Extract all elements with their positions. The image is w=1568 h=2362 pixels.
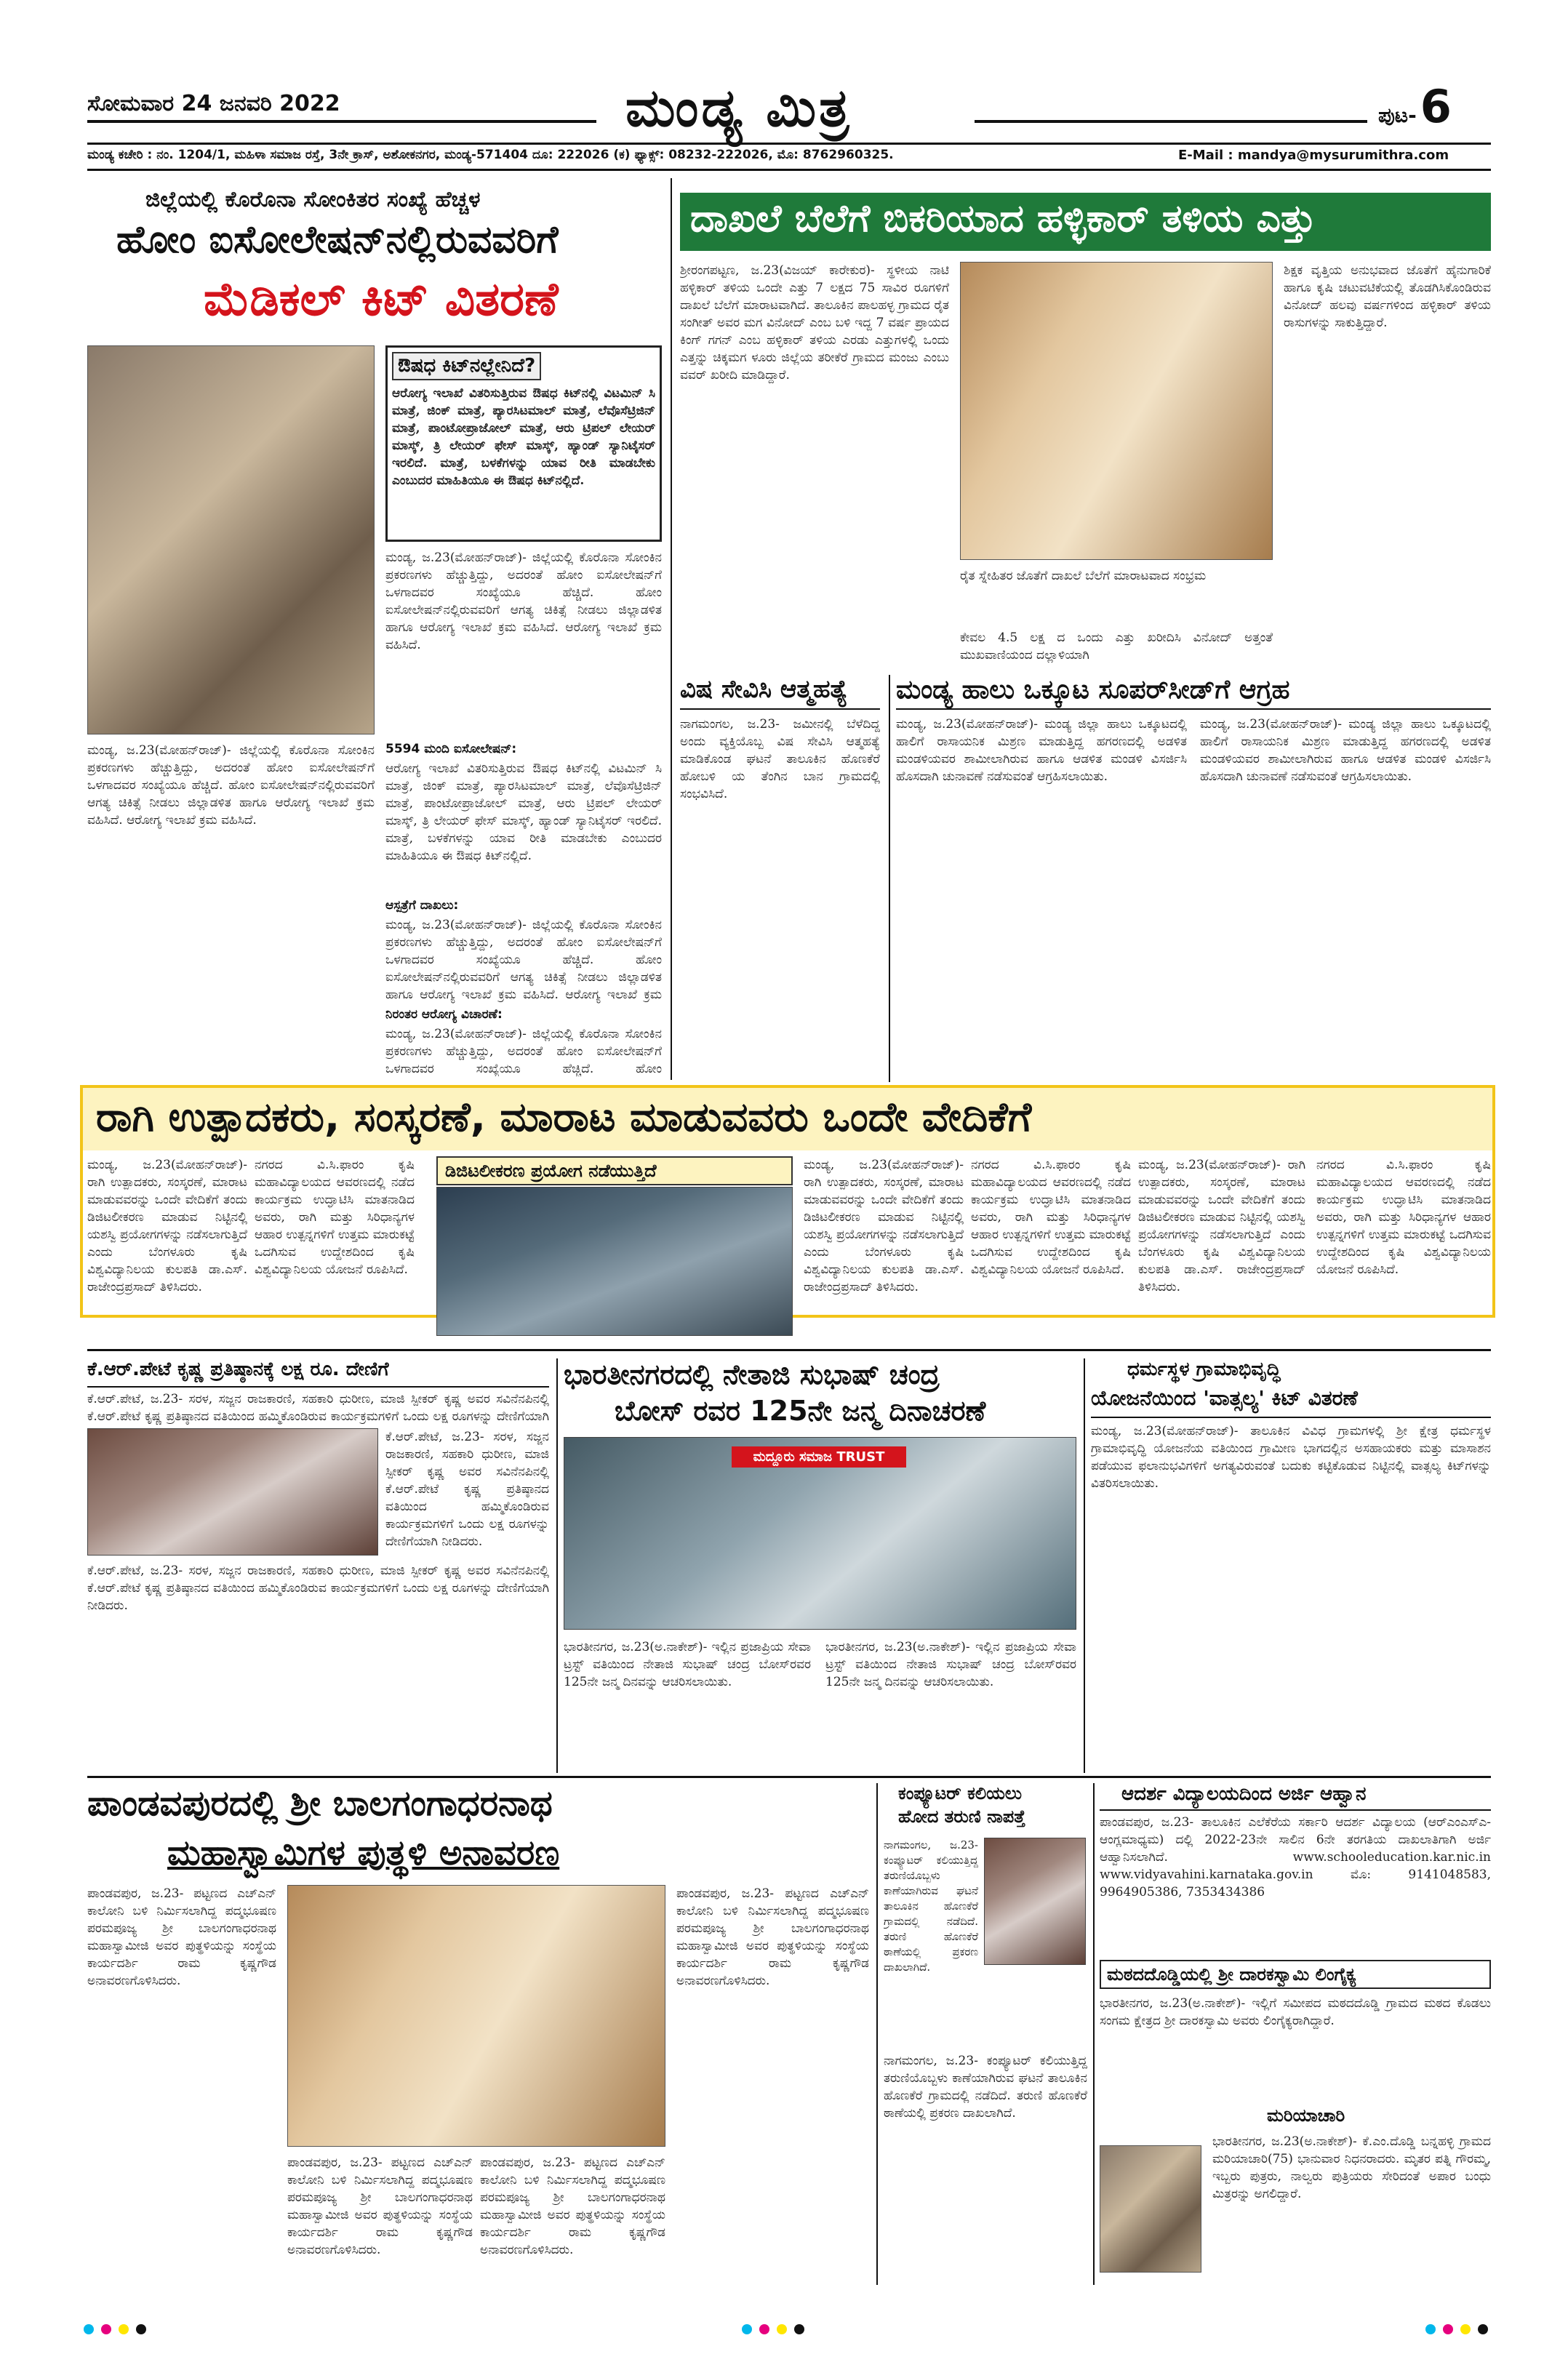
story-kicker: ಧರ್ಮಸ್ಥಳ ಗ್ರಾಮಾಭಿವೃದ್ಧಿ bbox=[1127, 1358, 1281, 1380]
story-body-col2: ಭಾರತೀನಗರ, ಜ.23(ಅ.ನಾಕೇಶ್)- ಇಲ್ಲಿನ ಪ್ರಜಾಪ್ರಿಯ ಸೇವಾ ಟ್ರಸ್ಟ್ ವತಿಯಿಂದ ನೇತಾಜಿ ಸುಭಾಷ್ ಚಂದ್ರ ಬೋಸ್‌ರವರ 125ನೇ ಜನ್ಮ ದಿನವನ್ನು ಆಚರಿಸಲಾಯಿತು. bbox=[825, 1640, 1076, 1689]
story-body: ಮಂಡ್ಯ, ಜ.23(ಮೋಹನ್‌ರಾಜ್)- ತಾಲೂಕಿನ ವಿವಿಧ ಗ್ರಾಮಗಳಲ್ಲಿ ಶ್ರೀ ಕ್ಷೇತ್ರ ಧರ್ಮಸ್ಥಳ ಗ್ರಾಮಾಭಿವೃದ್ಧಿ ಯೋಜನೆಯ ವತಿಯಿಂದ ಗ್ರಾಮೀಣ ಭಾಗದಲ್ಲಿನ ಅಸಹಾಯಕರು ಮತ್ತು ಮಾಸಾಶನ ಪಡೆಯುವ ಫಲಾನುಭವಿಗಳಿಗೆ ಅಗತ್ಯವಿರುವಂತೆ ಬದುಕು ಕಟ್ಟಿಕೊಡುವ ನಿಟ್ಟಿನಲ್ಲಿ ವಾತ್ಸಲ್ಯ ಕಿಟ್‌ಗಳನ್ನು ವಿತರಿಸಲಾಯಿತು. bbox=[1091, 1424, 1491, 1491]
magenta-dot bbox=[759, 2324, 769, 2334]
story-computer bbox=[884, 1783, 1087, 2285]
story-krpete bbox=[87, 1358, 549, 1773]
story-headline: ಮಂಡ್ಯ ಹಾಲು ಒಕ್ಕೂಟ ಸೂಪರ್‌ಸೀಡ್‌ಗೆ ಆಗ್ರಹ bbox=[896, 675, 1290, 705]
obituary bbox=[1100, 2105, 1491, 2285]
story-headline: ಮಠದದೊಡ್ಡಿಯಲ್ಲಿ ಶ್ರೀ ದಾರಕಸ್ವಾಮಿ ಲಿಂಗೈಕ್ಯ bbox=[1100, 1960, 1491, 1989]
story-headline: ಕಂಪ್ಯೂಟರ್ ಕಲಿಯಲು bbox=[898, 1783, 1023, 1803]
story-body-col1: ಮಂಡ್ಯ, ಜ.23(ಮೋಹನ್‌ರಾಜ್)- ಜಿಲ್ಲೆಯಲ್ಲಿ ಕೊರೊನಾ ಸೋಂಕಿನ ಪ್ರಕರಣಗಳು ಹೆಚ್ಚುತ್ತಿದ್ದು, ಅದರಂತೆ ಹೋಂ ಐಸೋಲೇಷನ್‌ಗೆ ಒಳಗಾದವರ ಸಂಖ್ಯೆಯೂ ಹೆಚ್ಚಿದೆ. ಹೋಂ ಐಸೋಲೇಷನ್‌ನಲ್ಲಿರುವವರಿಗೆ ಆಗತ್ಯ ಚಿಕಿತ್ಸೆ ನೀಡಲು ಜಿಲ್ಲಾಡಳಿತ ಹಾಗೂ ಆರೋಗ್ಯ ಇಲಾಖೆ ಕ್ರಮ ವಹಿಸಿದೆ. ಆರೋಗ್ಯ ಇಲಾಖೆ ಕ್ರಮ ವಹಿಸಿದೆ. bbox=[87, 743, 375, 828]
ragi-event-photo bbox=[436, 1187, 793, 1336]
cyan-dot bbox=[1425, 2324, 1436, 2334]
krpete-photo bbox=[87, 1428, 378, 1556]
story-body-b: ರೈತ ಸ್ನೇಹಿತರ ಜೊತೆಗೆ ದಾಖಲೆ ಬೆಲೆಗೆ ಮಾರಾಟವಾದ ಸಂಭ್ರಮ bbox=[960, 569, 1207, 583]
yellow-dot bbox=[119, 2324, 129, 2334]
medical-kit-photo bbox=[87, 345, 375, 734]
story-body-lower: ಕೆ.ಆರ್.ಪೇಟೆ, ಜ.23- ಸರಳ, ಸಜ್ಜನ ರಾಜಕಾರಣಿ, ಸಹಕಾರಿ ಧುರೀಣ, ಮಾಜಿ ಸ್ಪೀಕರ್ ಕೃಷ್ಣ ಅವರ ಸವಿನೆನಪಿನಲ್ಲಿ ಕೆ.ಆರ್.ಪೇಟೆ ಕೃಷ್ಣ ಪ್ರತಿಷ್ಠಾನದ ವತಿಯಿಂದ ಹಮ್ಮಿಕೊಂಡಿರುವ ಕಾರ್ಯಕ್ರಮಗಳಿಗೆ ಒಂದು ಲಕ್ಷ ರೂಗಳನ್ನು ದೇಣಿಗೆಯಾಗಿ ನೀಡಿದರು. bbox=[87, 1564, 549, 1613]
story-body-col4: ಮಂಡ್ಯ, ಜ.23(ಮೋಹನ್‌ರಾಜ್)- ಜಿಲ್ಲೆಯಲ್ಲಿ ಕೊರೊನಾ ಸೋಂಕಿನ ಪ್ರಕರಣಗಳು ಹೆಚ್ಚುತ್ತಿದ್ದು, ಅದರಂತೆ ಹೋಂ ಐಸೋಲೇಷನ್‌ಗೆ ಒಳಗಾದವರ ಸಂಖ್ಯೆಯೂ ಹೆಚ್ಚಿದೆ. ಹೋಂ bbox=[385, 1027, 662, 1076]
story-body-right: ಶಿಕ್ಷಕ ವೃತ್ತಿಯ ಅನುಭವಾದ ಜೊತೆಗೆ ಹೈನುಗಾರಿಕೆ ಹಾಗೂ ಕೃಷಿ ಚಟುವಟಿಕೆಯಲ್ಲಿ ತೊಡಗಿಸಿಕೊಂಡಿರುವ ವಿನೋದ್ ಹಲವು ವರ್ಷಗಳಿಂದ ಹಳ್ಳಿಕಾರ್ ತಳಿಯ ರಾಸುಗಳನ್ನು ಸಾಕುತ್ತಿದ್ದಾರೆ. bbox=[1284, 263, 1491, 330]
story-body: ಭಾರತೀನಗರ, ಜ.23(ಅ.ನಾಕೇಶ್)- ಇಲ್ಲಿಗೆ ಸಮೀಪದ ಮಠದದೊಡ್ಡಿ ಗ್ರಾಮದ ಮಠದ ಕೊಡಲು ಸಂಗಮ ಕ್ಷೇತ್ರದ ಶ್ರೀ ದಾರಕಸ್ವಾಮಿ ಅವರು ಲಿಂಗೈಕ್ಯರಾಗಿದ್ದಾರೆ. bbox=[1100, 1996, 1491, 2028]
story-darakaswami bbox=[1100, 1960, 1491, 2102]
cyan-dot bbox=[742, 2324, 752, 2334]
story-body: ಶ್ರೀರಂಗಪಟ್ಟಣ, ಜ.23(ವಿಜಯ್ ಕಾರೇಕುರ)- ಸ್ಥಳೀಯ ನಾಟಿ ಹಳ್ಳಿಕಾರ್ ತಳಿಯ ಒಂದೇ ಎತ್ತು 7 ಲಕ್ಷದ 75 ಸಾವಿರ ರೂಗಳಿಗೆ ದಾಖಲೆ ಬೆಲೆಗೆ ಮಾರಾಟವಾಗಿದೆ. ತಾಲೂಕಿನ ಪಾಲಹಳ್ಳ ಗ್ರಾಮದ ರೈತ ಸಂಗೀತ್ ಅವರ ಮಗ ವಿನೋದ್ ಎಂಬ ಬಳಿ ಇದ್ದ 7 ವರ್ಷ ಪ್ರಾಯದ ಕಿಂಗ್ ಗಗನ್ ಎಂಬ ಹಳ್ಳಿಕಾರ್ ತಳಿಯ ಎರಡು ಎತ್ತುಗಳಲ್ಲಿ ಒಂದು ಎತ್ತನ್ನು ಚಿಕ್ಕಮಗ ಳೂರು ಜಿಲ್ಲೆಯ ತರೀಕೆರೆ ಗ್ರಾಮದ ಮಂಜು ಎಂಬು ವವರ್ ಖರೀದಿ ಮಾಡಿದ್ದಾರೆ. bbox=[680, 263, 949, 383]
kit-box-text: ಆರೋಗ್ಯ ಇಲಾಖೆ ವಿತರಿಸುತ್ತಿರುವ ಔಷಧ ಕಿಟ್‌ನಲ್ಲಿ ವಿಟಮಿನ್ ಸಿ ಮಾತ್ರೆ, ಜಿಂಕ್ ಮಾತ್ರೆ, ಪ್ಯಾರಸಿಟಮಾಲ್ ಮಾತ್ರೆ, ಲೆವೊಸೆಟ್ರಿಜಿನ್ ಮಾತ್ರೆ, ಪಾಂಟೋಪ್ರಾಜೋಲ್ ಮಾತ್ರೆ, ಆರು ಟ್ರಿಪಲ್ ಲೇಯರ್ ಮಾಸ್ಕ್, ತ್ರಿ ಲೇಯರ್ ಫೇಸ್ ಮಾಸ್ಕ್, ಹ್ಯಾಂಡ್ ಸ್ಯಾನಿಟೈಸರ್ ಇರಲಿದೆ. ಮಾತ್ರೆ, ಬಳಕೆಗಳನ್ನು ಯಾವ ರೀತಿ ಮಾಡಬೇಕು ಎಂಬುದರ ಮಾಹಿತಿಯೂ ಈ ಔಷಧ ಕಿಟ್‌ನಲ್ಲಿದೆ. bbox=[392, 386, 655, 488]
yellow-dot bbox=[777, 2324, 787, 2334]
page-number: 6 bbox=[1420, 80, 1452, 133]
story-headline-green: ದಾಖಲೆ ಬೆಲೆಗೆ ಬಿಕರಿಯಾದ ಹಳ್ಳಿಕಾರ್ ತಳಿಯ ಎತ್ತು bbox=[680, 193, 1491, 251]
statue-photo bbox=[287, 1885, 665, 2147]
story-subhead: ಡಿಜಿಟಲೀಕರಣ ಪ್ರಯೋಗ ನಡೆಯುತ್ತಿದೆ bbox=[436, 1156, 793, 1185]
obituary-body: ಭಾರತೀನಗರ, ಜ.23(ಅ.ನಾಕೇಶ್)- ಕೆ.ಎಂ.ದೊಡ್ಡಿ ಬನ್ನಹಳ್ಳಿ ಗ್ರಾಮದ ಮರಿಯಾಚಾರಿ(75) ಭಾನುವಾರ ನಿಧನರಾದರು. ಮೃತರ ಪತ್ನಿ ಗೌರಮ್ಮ, ಇಬ್ಬರು ಪುತ್ರರು, ನಾಲ್ವರು ಪುತ್ರಿಯರು ಸೇರಿದಂತೆ ಅಪಾರ ಬಂಧು ಮಿತ್ರರನ್ನು ಅಗಲಿದ್ದಾರೆ. bbox=[1212, 2134, 1491, 2201]
masthead-email: E-Mail : mandya@mysurumithra.com bbox=[1178, 148, 1449, 163]
story-body-col1: ಮಂಡ್ಯ, ಜ.23(ಮೋಹನ್‌ರಾಜ್)- ಮಂಡ್ಯ ಜಿಲ್ಲಾ ಹಾಲು ಒಕ್ಕೂಟದಲ್ಲಿ ಹಾಲಿಗೆ ರಾಸಾಯನಿಕ ಮಿಶ್ರಣ ಮಾಡುತ್ತಿದ್ದ ಹಗರಣದಲ್ಲಿ ಅಡಳಿತ ಮಂಡಳಿಯವರ ಶಾಮೀಲಾಗಿರುವ ಹಾಗೂ ಆಡಳಿತ ಮಂಡಳಿ ವಿಸರ್ಜಿಸಿ ಹೊಸದಾಗಿ ಚುನಾವಣೆ ನಡೆಸುವಂತೆ ಆಗ್ರಹಿಸಲಾಯಿತು. bbox=[896, 717, 1187, 784]
story-body-col2: ನಗರದ ವಿ.ಸಿ.ಫಾರಂ ಕೃಷಿ ಮಹಾವಿದ್ಯಾಲಯದ ಆವರಣದಲ್ಲಿ ನಡೆದ ಕಾರ್ಯಕ್ರಮ ಉದ್ಘಾಟಿಸಿ ಮಾತನಾಡಿದ ಅವರು, ರಾಗಿ ಮತ್ತು ಸಿರಿಧಾನ್ಯಗಳ ಆಹಾರ ಉತ್ಪನ್ನಗಳಿಗೆ ಉತ್ತಮ ಮಾರುಕಟ್ಟೆ ಒದಗಿಸುವ ಉದ್ದೇಶದಿಂದ ಕೃಷಿ ವಿಶ್ವವಿದ್ಯಾನಿಲಯ ಯೋಜನೆ ರೂಪಿಸಿದೆ. bbox=[255, 1158, 415, 1277]
obituary-title: ಮರಿಯಾಚಾರಿ bbox=[1267, 2105, 1345, 2126]
story-body-col3: ಮಂಡ್ಯ, ಜ.23(ಮೋಹನ್‌ರಾಜ್)- ಜಿಲ್ಲೆಯಲ್ಲಿ ಕೊರೊನಾ ಸೋಂಕಿನ ಪ್ರಕರಣಗಳು ಹೆಚ್ಚುತ್ತಿದ್ದು, ಅದರಂತೆ ಹೋಂ ಐಸೋಲೇಷನ್‌ಗೆ ಒಳಗಾದವರ ಸಂಖ್ಯೆಯೂ ಹೆಚ್ಚಿದೆ. ಹೋಂ ಐಸೋಲೇಷನ್‌ನಲ್ಲಿರುವವರಿಗೆ ಆಗತ್ಯ ಚಿಕಿತ್ಸೆ ನೀಡಲು ಜಿಲ್ಲಾಡಳಿತ ಹಾಗೂ ಆರೋಗ್ಯ ಇಲಾಖೆ ಕ್ರಮ ವಹಿಸಿದೆ. ಆರೋಗ್ಯ ಇಲಾಖೆ ಕ್ರಮ bbox=[385, 918, 662, 1002]
story-body-col6: ನಗರದ ವಿ.ಸಿ.ಫಾರಂ ಕೃಷಿ ಮಹಾವಿದ್ಯಾಲಯದ ಆವರಣದಲ್ಲಿ ನಡೆದ ಕಾರ್ಯಕ್ರಮ ಉದ್ಘಾಟಿಸಿ ಮಾತನಾಡಿದ ಅವರು, ರಾಗಿ ಮತ್ತು ಸಿರಿಧಾನ್ಯಗಳ ಆಹಾರ ಉತ್ಪನ್ನಗಳಿಗೆ ಉತ್ತಮ ಮಾರುಕಟ್ಟೆ ಒದಗಿಸುವ ಉದ್ದೇಶದಿಂದ ಕೃಷಿ ವಿಶ್ವವಿದ್ಯಾನಿಲಯ ಯೋಜನೆ ರೂಪಿಸಿದೆ. bbox=[1316, 1158, 1491, 1277]
story-headline-2: ಮಹಾಸ್ವಾಮಿಗಳ ಪುತ್ಥಳಿ ಅನಾವರಣ bbox=[167, 1833, 560, 1873]
subhead-5594: 5594 ಮಂದಿ ಐಸೋಲೇಷನ್: bbox=[385, 742, 517, 756]
story-headline: ಭಾರತೀನಗರದಲ್ಲಿ ನೇತಾಜಿ ಸುಭಾಷ್ ಚಂದ್ರ bbox=[564, 1358, 940, 1390]
story-body-col2: ಮಂಡ್ಯ, ಜ.23(ಮೋಹನ್‌ರಾಜ್)- ಮಂಡ್ಯ ಜಿಲ್ಲಾ ಹಾಲು ಒಕ್ಕೂಟದಲ್ಲಿ ಹಾಲಿಗೆ ರಾಸಾಯನಿಕ ಮಿಶ್ರಣ ಮಾಡುತ್ತಿದ್ದ ಹಗರಣದಲ್ಲಿ ಅಡಳಿತ ಮಂಡಳಿಯವರ ಶಾಮೀಲಾಗಿರುವ ಹಾಗೂ ಆಡಳಿತ ಮಂಡಳಿ ವಿಸರ್ಜಿಸಿ ಹೊಸದಾಗಿ ಚುನಾವಣೆ ನಡೆಸುವಂತೆ ಆಗ್ರಹಿಸಲಾಯಿತು. bbox=[1200, 717, 1491, 784]
trust-banner: ಮದ್ದೂರು ಸಮಾಜ TRUST bbox=[732, 1446, 906, 1468]
cmyk-dots-left bbox=[84, 2323, 153, 2337]
story-body-side: ಕೆ.ಆರ್.ಪೇಟೆ, ಜ.23- ಸರಳ, ಸಜ್ಜನ ರಾಜಕಾರಣಿ, ಸಹಕಾರಿ ಧುರೀಣ, ಮಾಜಿ ಸ್ಪೀಕರ್ ಕೃಷ್ಣ ಅವರ ಸವಿನೆನಪಿನಲ್ಲಿ ಕೆ.ಆರ್.ಪೇಟೆ ಕೃಷ್ಣ ಪ್ರತಿಷ್ಠಾನದ ವತಿಯಿಂದ ಹಮ್ಮಿಕೊಂಡಿರುವ ಕಾರ್ಯಕ್ರಮಗಳಿಗೆ ಒಂದು ಲಕ್ಷ ರೂಗಳನ್ನು ದೇಣಿಗೆಯಾಗಿ ನೀಡಿದರು. bbox=[385, 1430, 549, 1549]
story-hallikar-bull bbox=[680, 193, 1491, 669]
story-body-lower: ನಾಗಮಂಗಲ, ಜ.23- ಕಂಪ್ಯೂಟರ್ ಕಲಿಯುತ್ತಿದ್ದ ತರುಣಿಯೊಬ್ಬಳು ಕಾಣೆಯಾಗಿರುವ ಘಟನೆ ತಾಲೂಕಿನ ಹೊಣಕೆರೆ ಗ್ರಾಮದಲ್ಲಿ ನಡೆದಿದೆ. ತರುಣಿ ಹೊಣಕೆರೆ ಠಾಣೆಯಲ್ಲಿ ಪ್ರಕರಣ ದಾಖಲಾಗಿದೆ. bbox=[884, 2054, 1087, 2121]
story-body: ಕೆ.ಆರ್.ಪೇಟೆ, ಜ.23- ಸರಳ, ಸಜ್ಜನ ರಾಜಕಾರಣಿ, ಸಹಕಾರಿ ಧುರೀಣ, ಮಾಜಿ ಸ್ಪೀಕರ್ ಕೃಷ್ಣ ಅವರ ಸವಿನೆನಪಿನಲ್ಲಿ ಕೆ.ಆರ್.ಪೇಟೆ ಕೃಷ್ಣ ಪ್ರತಿಷ್ಠಾನದ ವತಿಯಿಂದ ಹಮ್ಮಿಕೊಂಡಿರುವ ಕಾರ್ಯಕ್ರಮಗಳಿಗೆ ಒಂದು ಲಕ್ಷ ರೂಗಳನ್ನು ದೇಣಿಗೆಯಾಗಿ bbox=[87, 1392, 549, 1424]
magenta-dot bbox=[1443, 2324, 1453, 2334]
story-body-col1: ಭಾರತೀನಗರ, ಜ.23(ಅ.ನಾಕೇಶ್)- ಇಲ್ಲಿನ ಪ್ರಜಾಪ್ರಿಯ ಸೇವಾ ಟ್ರಸ್ಟ್ ವತಿಯಿಂದ ನೇತಾಜಿ ಸುಭಾಷ್ ಚಂದ್ರ ಬೋಸ್‌ರವರ 125ನೇ ಜನ್ಮ ದಿನವನ್ನು ಆಚರಿಸಲಾಯಿತು. bbox=[564, 1640, 811, 1689]
kit-info-box bbox=[385, 345, 662, 542]
story-dharmasthala bbox=[1091, 1358, 1491, 1773]
story-body-col2: ಆರೋಗ್ಯ ಇಲಾಖೆ ವಿತರಿಸುತ್ತಿರುವ ಔಷಧ ಕಿಟ್‌ನಲ್ಲಿ ವಿಟಮಿನ್ ಸಿ ಮಾತ್ರೆ, ಜಿಂಕ್ ಮಾತ್ರೆ, ಪ್ಯಾರಸಿಟಮಾಲ್ ಮಾತ್ರೆ, ಲೆವೊಸೆಟ್ರಿಜಿನ್ ಮಾತ್ರೆ, ಪಾಂಟೋಪ್ರಾಜೋಲ್ ಮಾತ್ರೆ, ಆರು ಟ್ರಿಪಲ್ ಲೇಯರ್ ಮಾಸ್ಕ್, ತ್ರಿ ಲೇಯರ್ ಫೇಸ್ ಮಾಸ್ಕ್, ಹ್ಯಾಂಡ್ ಸ್ಯಾನಿಟೈಸರ್ ಇರಲಿದೆ. ಮಾತ್ರೆ, ಬಳಕೆಗಳನ್ನು ಯಾವ ರೀತಿ ಮಾಡಬೇಕು ಎಂಬುದರ ಮಾಹಿತಿಯೂ ಈ ಔಷಧ ಕಿಟ್‌ನಲ್ಲಿದೆ. bbox=[385, 761, 662, 863]
story-medical-kit bbox=[87, 178, 662, 1080]
story-body-col1: ಪಾಂಡವಪುರ, ಜ.23- ಪಟ್ಟಣದ ಎಚ್‌ಎನ್ ಕಾಲೋನಿ ಬಳಿ ನಿರ್ಮಿಸಲಾಗಿದ್ದ ಪದ್ಮಭೂಷಣ ಪರಮಪೂಜ್ಯ ಶ್ರೀ ಬಾಲಗಂಗಾಧರನಾಥ ಮಹಾಸ್ವಾಮೀಜಿ ಅವರ ಪುತ್ಥಳಿಯನ್ನು ಸಂಸ್ಥೆಯ ಕಾರ್ಯದರ್ಶಿ ರಾಮ ಕೃಷ್ಣಗೌಡ ಅನಾವರಣಗೊಳಿಸಿದರು. bbox=[87, 1886, 276, 1988]
story-poison bbox=[680, 675, 884, 1082]
obituary-photo bbox=[1100, 2145, 1201, 2273]
story-body-col5: ಮಂಡ್ಯ, ಜ.23(ಮೋಹನ್‌ರಾಜ್)- ರಾಗಿ ಉತ್ಪಾದಕರು, ಸಂಸ್ಕರಣೆ, ಮಾರಾಟ ಮಾಡುವವರನ್ನು ಒಂದೇ ವೇದಿಕೆಗೆ ತಂದು ಡಿಜಿಟಲೀಕರಣ ಮಾಡುವ ನಿಟ್ಟಿನಲ್ಲಿ ಯಶಸ್ವಿ ಪ್ರಯೋಗಗಳನ್ನು ನಡೆಸಲಾಗುತ್ತಿದೆ ಎಂದು ಬೆಂಗಳೂರು ಕೃಷಿ ವಿಶ್ವವಿದ್ಯಾನಿಲಯ ಕುಲಪತಿ ಡಾ.ಎಸ್. ರಾಜೇಂದ್ರಪ್ರಸಾದ್ ತಿಳಿಸಿದರು. bbox=[1138, 1158, 1305, 1294]
story-headline bbox=[87, 1783, 553, 1825]
cyan-dot bbox=[84, 2324, 94, 2334]
story-adarsha bbox=[1100, 1783, 1491, 1956]
black-dot bbox=[1478, 2324, 1488, 2334]
story-body-col1: ಮಂಡ್ಯ, ಜ.23(ಮೋಹನ್‌ರಾಜ್)- ರಾಗಿ ಉತ್ಪಾದಕರು, ಸಂಸ್ಕರಣೆ, ಮಾರಾಟ ಮಾಡುವವರನ್ನು ಒಂದೇ ವೇದಿಕೆಗೆ ತಂದು ಡಿಜಿಟಲೀಕರಣ ಮಾಡುವ ನಿಟ್ಟಿನಲ್ಲಿ ಯಶಸ್ವಿ ಪ್ರಯೋಗಗಳನ್ನು ನಡೆಸಲಾಗುತ್ತಿದೆ ಎಂದು ಬೆಂಗಳೂರು ಕೃಷಿ ವಿಶ್ವವಿದ್ಯಾನಿಲಯ ಕುಲಪತಿ ಡಾ.ಎಸ್. ರಾಜೇಂದ್ರಪ್ರಸಾದ್ ತಿಳಿಸಿದರು. bbox=[87, 1158, 247, 1294]
black-dot bbox=[794, 2324, 804, 2334]
story-body-col4: ನಗರದ ವಿ.ಸಿ.ಫಾರಂ ಕೃಷಿ ಮಹಾವಿದ್ಯಾಲಯದ ಆವರಣದಲ್ಲಿ ನಡೆದ ಕಾರ್ಯಕ್ರಮ ಉದ್ಘಾಟಿಸಿ ಮಾತನಾಡಿದ ಅವರು, ರಾಗಿ ಮತ್ತು ಸಿರಿಧಾನ್ಯಗಳ ಆಹಾರ ಉತ್ಪನ್ನಗಳಿಗೆ ಉತ್ತಮ ಮಾರುಕಟ್ಟೆ ಒದಗಿಸುವ ಉದ್ದೇಶದಿಂದ ಕೃಷಿ ವಿಶ್ವವಿದ್ಯಾನಿಲಯ ಯೋಜನೆ ರೂಪಿಸಿದೆ. bbox=[971, 1158, 1131, 1277]
cmyk-dots-center bbox=[742, 2323, 812, 2337]
headline-part: ಪಾಂಡವಪುರದಲ್ಲಿ ಶ್ರೀ ಬಾಲಗಂಗಾಧರನಾಥ bbox=[87, 1783, 553, 1824]
photo-caption: ಕೇವಲ 4.5 ಲಕ್ಷ ದ ಒಂದು ಎತ್ತು ಖರೀದಿಸಿ ವಿನೋದ್ ಅತ್ತಂತೆ ಮುಖವಾಣಿಯಂದ ದಲ್ಲಾಳಿಯಾಗಿ bbox=[960, 630, 1273, 662]
issue-date: ಸೋಮವಾರ 24 ಜನವರಿ 2022 bbox=[87, 91, 340, 116]
story-headline-2: ಹೋದ ತರುಣಿ ನಾಪತ್ತೆ bbox=[898, 1806, 1025, 1827]
story-headline-2: ಬೋಸ್ ರವರ 125ನೇ ಜನ್ಮ ದಿನಾಚರಣೆ bbox=[615, 1395, 986, 1427]
story-body: ನಾಗಮಂಗಲ, ಜ.23- ಕಂಪ್ಯೂಟರ್ ಕಲಿಯುತ್ತಿದ್ದ ತರುಣಿಯೊಬ್ಬಳು ಕಾಣೆಯಾಗಿರುವ ಘಟನೆ ತಾಲೂಕಿನ ಹೊಣಕೆರೆ ಗ್ರಾಮದಲ್ಲಿ ನಡೆದಿದೆ. ತರುಣಿ ಹೊಣಕೆರೆ ಠಾಣೆಯಲ್ಲಿ ಪ್ರಕರಣ ದಾಖಲಾಗಿದೆ. bbox=[884, 1838, 978, 1974]
magenta-dot bbox=[101, 2324, 111, 2334]
black-dot bbox=[136, 2324, 146, 2334]
story-headline: ಹೋಂ ಐಸೋಲೇಷನ್‌ನಲ್ಲಿರುವವರಿಗೆ bbox=[116, 218, 559, 262]
missing-woman-photo bbox=[984, 1838, 1086, 1965]
subhead-hospital: ಆಸ್ಪತ್ರೆಗೆ ದಾಖಲು: bbox=[385, 898, 459, 913]
story-milk-union bbox=[896, 675, 1491, 1082]
story-body-col2: ಪಾಂಡವಪುರ, ಜ.23- ಪಟ್ಟಣದ ಎಚ್‌ಎನ್ ಕಾಲೋನಿ ಬಳಿ ನಿರ್ಮಿಸಲಾಗಿದ್ದ ಪದ್ಮಭೂಷಣ ಪರಮಪೂಜ್ಯ ಶ್ರೀ ಬಾಲಗಂಗಾಧರನಾಥ ಮಹಾಸ್ವಾಮೀಜಿ ಅವರ ಪುತ್ಥಳಿಯನ್ನು ಸಂಸ್ಥೆಯ ಕಾರ್ಯದರ್ಶಿ ರಾಮ ಕೃಷ್ಣಗೌಡ ಅನಾವರಣಗೊಳಿಸಿದರು. bbox=[287, 2155, 473, 2257]
story-pandavapura bbox=[87, 1783, 869, 2285]
story-kicker: ಜಿಲ್ಲೆಯಲ್ಲಿ ಕೊರೊನಾ ಸೋಂಕಿತರ ಸಂಖ್ಯೆ ಹೆಚ್ಚಳ bbox=[145, 187, 481, 212]
story-headline: ಯೋಜನೆಯಿಂದ 'ವಾತ್ಸಲ್ಯ' ಕಿಟ್ ವಿತರಣೆ bbox=[1091, 1386, 1358, 1410]
story-headline: ಆದರ್ಶ ವಿದ್ಯಾಲಯದಿಂದ ಅರ್ಜಿ ಆಹ್ವಾನ bbox=[1121, 1783, 1367, 1805]
story-headline-red: ಮೆಡಿಕಲ್ ಕಿಟ್ ವಿತರಣೆ bbox=[204, 273, 559, 327]
bull-photo bbox=[960, 262, 1273, 560]
cmyk-dots-right bbox=[1425, 2323, 1495, 2337]
story-ragi-body bbox=[87, 1156, 1491, 1345]
yellow-dot bbox=[1460, 2324, 1471, 2334]
story-netaji bbox=[564, 1358, 1076, 1773]
page-label: ಪುಟ- bbox=[1378, 103, 1417, 127]
story-body: ನಾಗಮಂಗಲ, ಜ.23- ಜಮೀನಲ್ಲಿ ಬೆಳೆದಿದ್ದ ಅಂದು ವ್ಯಕ್ತಿಯೊಬ್ಬ ವಿಷ ಸೇವಿಸಿ ಆತ್ಮಹತ್ಯೆ ಮಾಡಿಕೊಂಡ ಘಟನೆ ತಾಲೂಕಿನ ಹೊಣಕೆರೆ ಹೋಬಳಿ ಯ ತೆಂಗಿನ ಬಾನ ಗ್ರಾಮದಲ್ಲಿ ಸಂಭವಿಸಿದೆ. bbox=[680, 717, 880, 801]
subhead-doctor: ನಿರಂತರ ಆರೋಗ್ಯ ವಿಚಾರಣೆ: bbox=[385, 1007, 503, 1022]
story-body-col4: ಪಾಂಡವಪುರ, ಜ.23- ಪಟ್ಟಣದ ಎಚ್‌ಎನ್ ಕಾಲೋನಿ ಬಳಿ ನಿರ್ಮಿಸಲಾಗಿದ್ದ ಪದ್ಮಭೂಷಣ ಪರಮಪೂಜ್ಯ ಶ್ರೀ ಬಾಲಗಂಗಾಧರನಾಥ ಮಹಾಸ್ವಾಮೀಜಿ ಅವರ ಪುತ್ಥಳಿಯನ್ನು ಸಂಸ್ಥೆಯ ಕಾರ್ಯದರ್ಶಿ ರಾಮ ಕೃಷ್ಣಗೌಡ ಅನಾವರಣಗೊಳಿಸಿದರು. bbox=[676, 1886, 869, 1988]
story-body-col3: ಪಾಂಡವಪುರ, ಜ.23- ಪಟ್ಟಣದ ಎಚ್‌ಎನ್ ಕಾಲೋನಿ ಬಳಿ ನಿರ್ಮಿಸಲಾಗಿದ್ದ ಪದ್ಮಭೂಷಣ ಪರಮಪೂಜ್ಯ ಶ್ರೀ ಬಾಲಗಂಗಾಧರನಾಥ ಮಹಾಸ್ವಾಮೀಜಿ ಅವರ ಪುತ್ಥಳಿಯನ್ನು ಸಂಸ್ಥೆಯ ಕಾರ್ಯದರ್ಶಿ ರಾಮ ಕೃಷ್ಣಗೌಡ ಅನಾವರಣಗೊಳಿಸಿದರು. bbox=[480, 2155, 665, 2257]
story-body-col3: ಮಂಡ್ಯ, ಜ.23(ಮೋಹನ್‌ರಾಜ್)- ರಾಗಿ ಉತ್ಪಾದಕರು, ಸಂಸ್ಕರಣೆ, ಮಾರಾಟ ಮಾಡುವವರನ್ನು ಒಂದೇ ವೇದಿಕೆಗೆ ತಂದು ಡಿಜಿಟಲೀಕರಣ ಮಾಡುವ ನಿಟ್ಟಿನಲ್ಲಿ ಯಶಸ್ವಿ ಪ್ರಯೋಗಗಳನ್ನು ನಡೆಸಲಾಗುತ್ತಿದೆ ಎಂದು ಬೆಂಗಳೂರು ಕೃಷಿ ವಿಶ್ವವಿದ್ಯಾನಿಲಯ ಕುಲಪತಿ ಡಾ.ಎಸ್. ರಾಜೇಂದ್ರಪ್ರಸಾದ್ ತಿಳಿಸಿದರು. bbox=[804, 1158, 964, 1294]
page-number-block bbox=[1378, 80, 1452, 133]
kit-box-title: ಔಷಧ ಕಿಟ್‌ನಲ್ಲೇನಿದೆ? bbox=[392, 352, 541, 380]
story-body: ಪಾಂಡವಪುರ, ಜ.23- ತಾಲೂಕಿನ ಎಲೆಕೆರೆಯ ಸರ್ಕಾರಿ ಆದರ್ಶ ವಿದ್ಯಾಲಯ (ಆರ್‌ಎಂಎಸ್‌ಎ-ಆಂಗ್ಲಮಾಧ್ಯಮ) ದಲ್ಲಿ 2022-23ನೇ ಸಾಲಿನ 6ನೇ ತರಗತಿಯ ದಾಖಲಾತಿಗಾಗಿ ಅರ್ಜಿ ಆಹ್ವಾನಿಸಲಾಗಿದೆ. www.schooleducation.kar.nic.in www.vidyavahini.karnataka.gov.in ಮೊ: 9141048583, 9964905386, 7353434386 bbox=[1100, 1815, 1491, 1899]
masthead-address: ಮಂಡ್ಯ ಕಚೇರಿ : ನಂ. 1204/1, ಮಹಿಳಾ ಸಮಾಜ ರಸ್ತೆ, 3ನೇ ಕ್ರಾಸ್, ಅಶೋಕನಗರ, ಮಂಡ್ಯ-571404 ದೂ: 222026 (ಕ) ಫ್ಯಾಕ್ಸ್: 08232-222026, ಮೊ: 8762960325. bbox=[87, 148, 894, 162]
story-headline: ವಿಷ ಸೇವಿಸಿ ಆತ್ಮಹತ್ಯೆ bbox=[680, 675, 848, 704]
story-headline: ಕೆ.ಆರ್.ಪೇಟೆ ಕೃಷ್ಣ ಪ್ರತಿಷ್ಠಾನಕ್ಕೆ ಲಕ್ಷ ರೂ. ದೇಣಿಗೆ bbox=[87, 1358, 389, 1380]
netaji-event-photo bbox=[564, 1437, 1076, 1630]
story-body: ಮಂಡ್ಯ, ಜ.23(ಮೋಹನ್‌ರಾಜ್)- ಜಿಲ್ಲೆಯಲ್ಲಿ ಕೊರೊನಾ ಸೋಂಕಿನ ಪ್ರಕರಣಗಳು ಹೆಚ್ಚುತ್ತಿದ್ದು, ಅದರಂತೆ ಹೋಂ ಐಸೋಲೇಷನ್‌ಗೆ ಒಳಗಾದವರ ಸಂಖ್ಯೆಯೂ ಹೆಚ್ಚಿದೆ. ಹೋಂ ಐಸೋಲೇಷನ್‌ನಲ್ಲಿರುವವರಿಗೆ ಆಗತ್ಯ ಚಿಕಿತ್ಸೆ ನೀಡಲು ಜಿಲ್ಲಾಡಳಿತ ಹಾಗೂ ಆರೋಗ್ಯ ಇಲಾಖೆ ಕ್ರಮ ವಹಿಸಿದೆ. ಆರೋಗ್ಯ ಇಲಾಖೆ ಕ್ರಮ ವಹಿಸಿದೆ. bbox=[385, 551, 662, 652]
masthead-title: ಮಂಡ್ಯ ಮಿತ್ರ bbox=[625, 76, 852, 138]
story-headline-yellow: ರಾಗಿ ಉತ್ಪಾದಕರು, ಸಂಸ್ಕರಣೆ, ಮಾರಾಟ ಮಾಡುವವರು ಒಂದೇ ವೇದಿಕೆಗೆ bbox=[83, 1088, 1492, 1150]
masthead bbox=[0, 0, 1568, 178]
